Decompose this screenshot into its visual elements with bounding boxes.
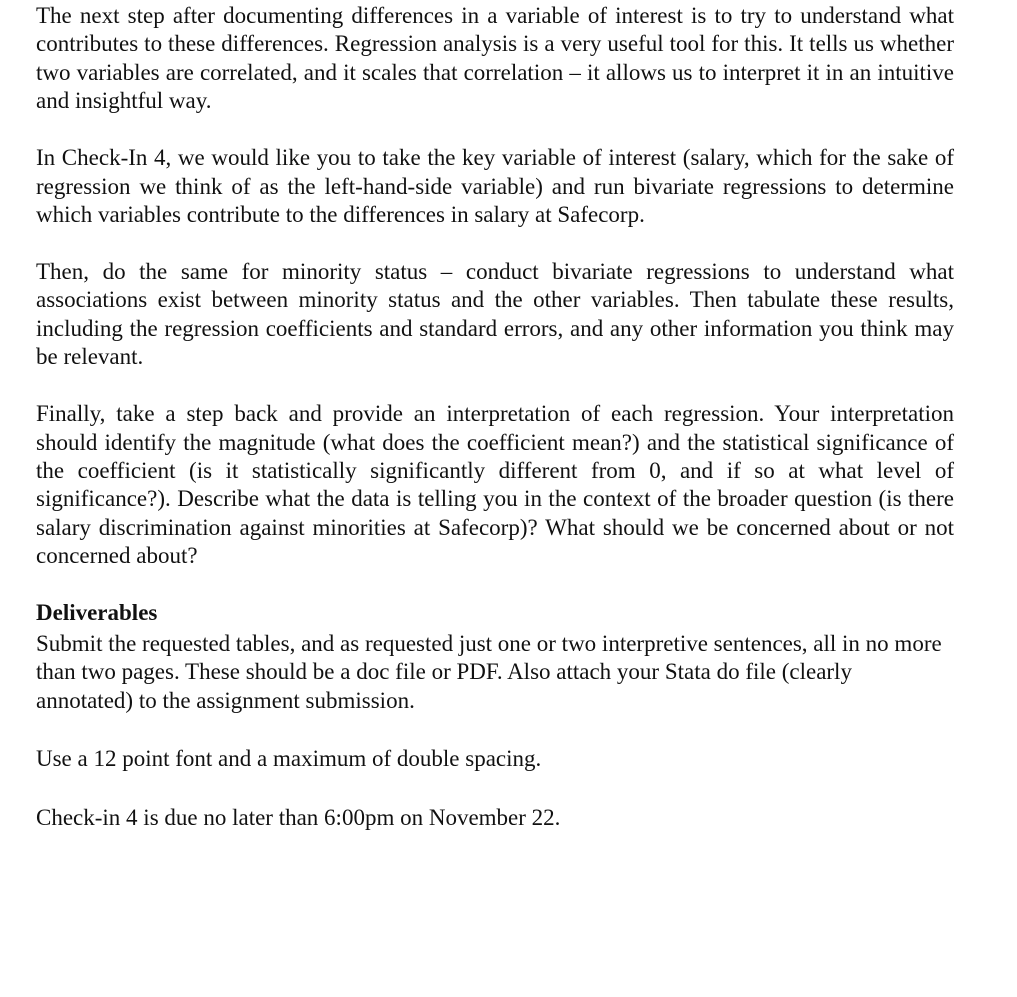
checkin-task-paragraph: In Check-In 4, we would like you to take the key variable of interest (salary, which for the sake of regression we think of as the left-hand-side variable) and run bivariate regressions to determine which variables contribute to the differences in salary at Safecorp. <box>36 145 954 228</box>
minority-task-paragraph: Then, do the same for minority status – conduct bivariate regressions to understand what associations exist between minority status and the other variables. Then tabulate these results, including the regression coefficients and standard errors, and any other information you think may be relevant. <box>36 259 954 370</box>
interpretation-task-paragraph: Finally, take a step back and provide an interpretation of each regression. Your interpretation should identify the magnitude (what does the coefficient mean?) and the statistical significance of the coefficient (is it statistically significantly different from 0, and if so at what level of significance?). Describe what the data is telling you in the context of the broader question (is there salary discrimination against minorities at Safecorp)? What should we be concerned about or not concerned about? <box>36 401 954 569</box>
document-page <box>36 2 954 833</box>
intro-paragraph: The next step after documenting differences in a variable of interest is to try to understand what contributes to these differences. Regression analysis is a very useful tool for this. It tells us whether two variables are correlated, and it scales that correlation – it allows us to interpret it in an intuitive and insightful way. <box>36 3 954 114</box>
deliverables-heading: Deliverables <box>36 600 158 626</box>
due-date-paragraph: Check-in 4 is due no later than 6:00pm on November 22. <box>36 805 561 831</box>
submission-paragraph: Submit the requested tables, and as requested just one or two interpretive sentences, all in no more than two pages. These should be a doc file or PDF. Also attach your Stata do file (clearly annotated) to the assignment submission. <box>36 630 942 713</box>
formatting-paragraph: Use a 12 point font and a maximum of double spacing. <box>36 745 542 771</box>
